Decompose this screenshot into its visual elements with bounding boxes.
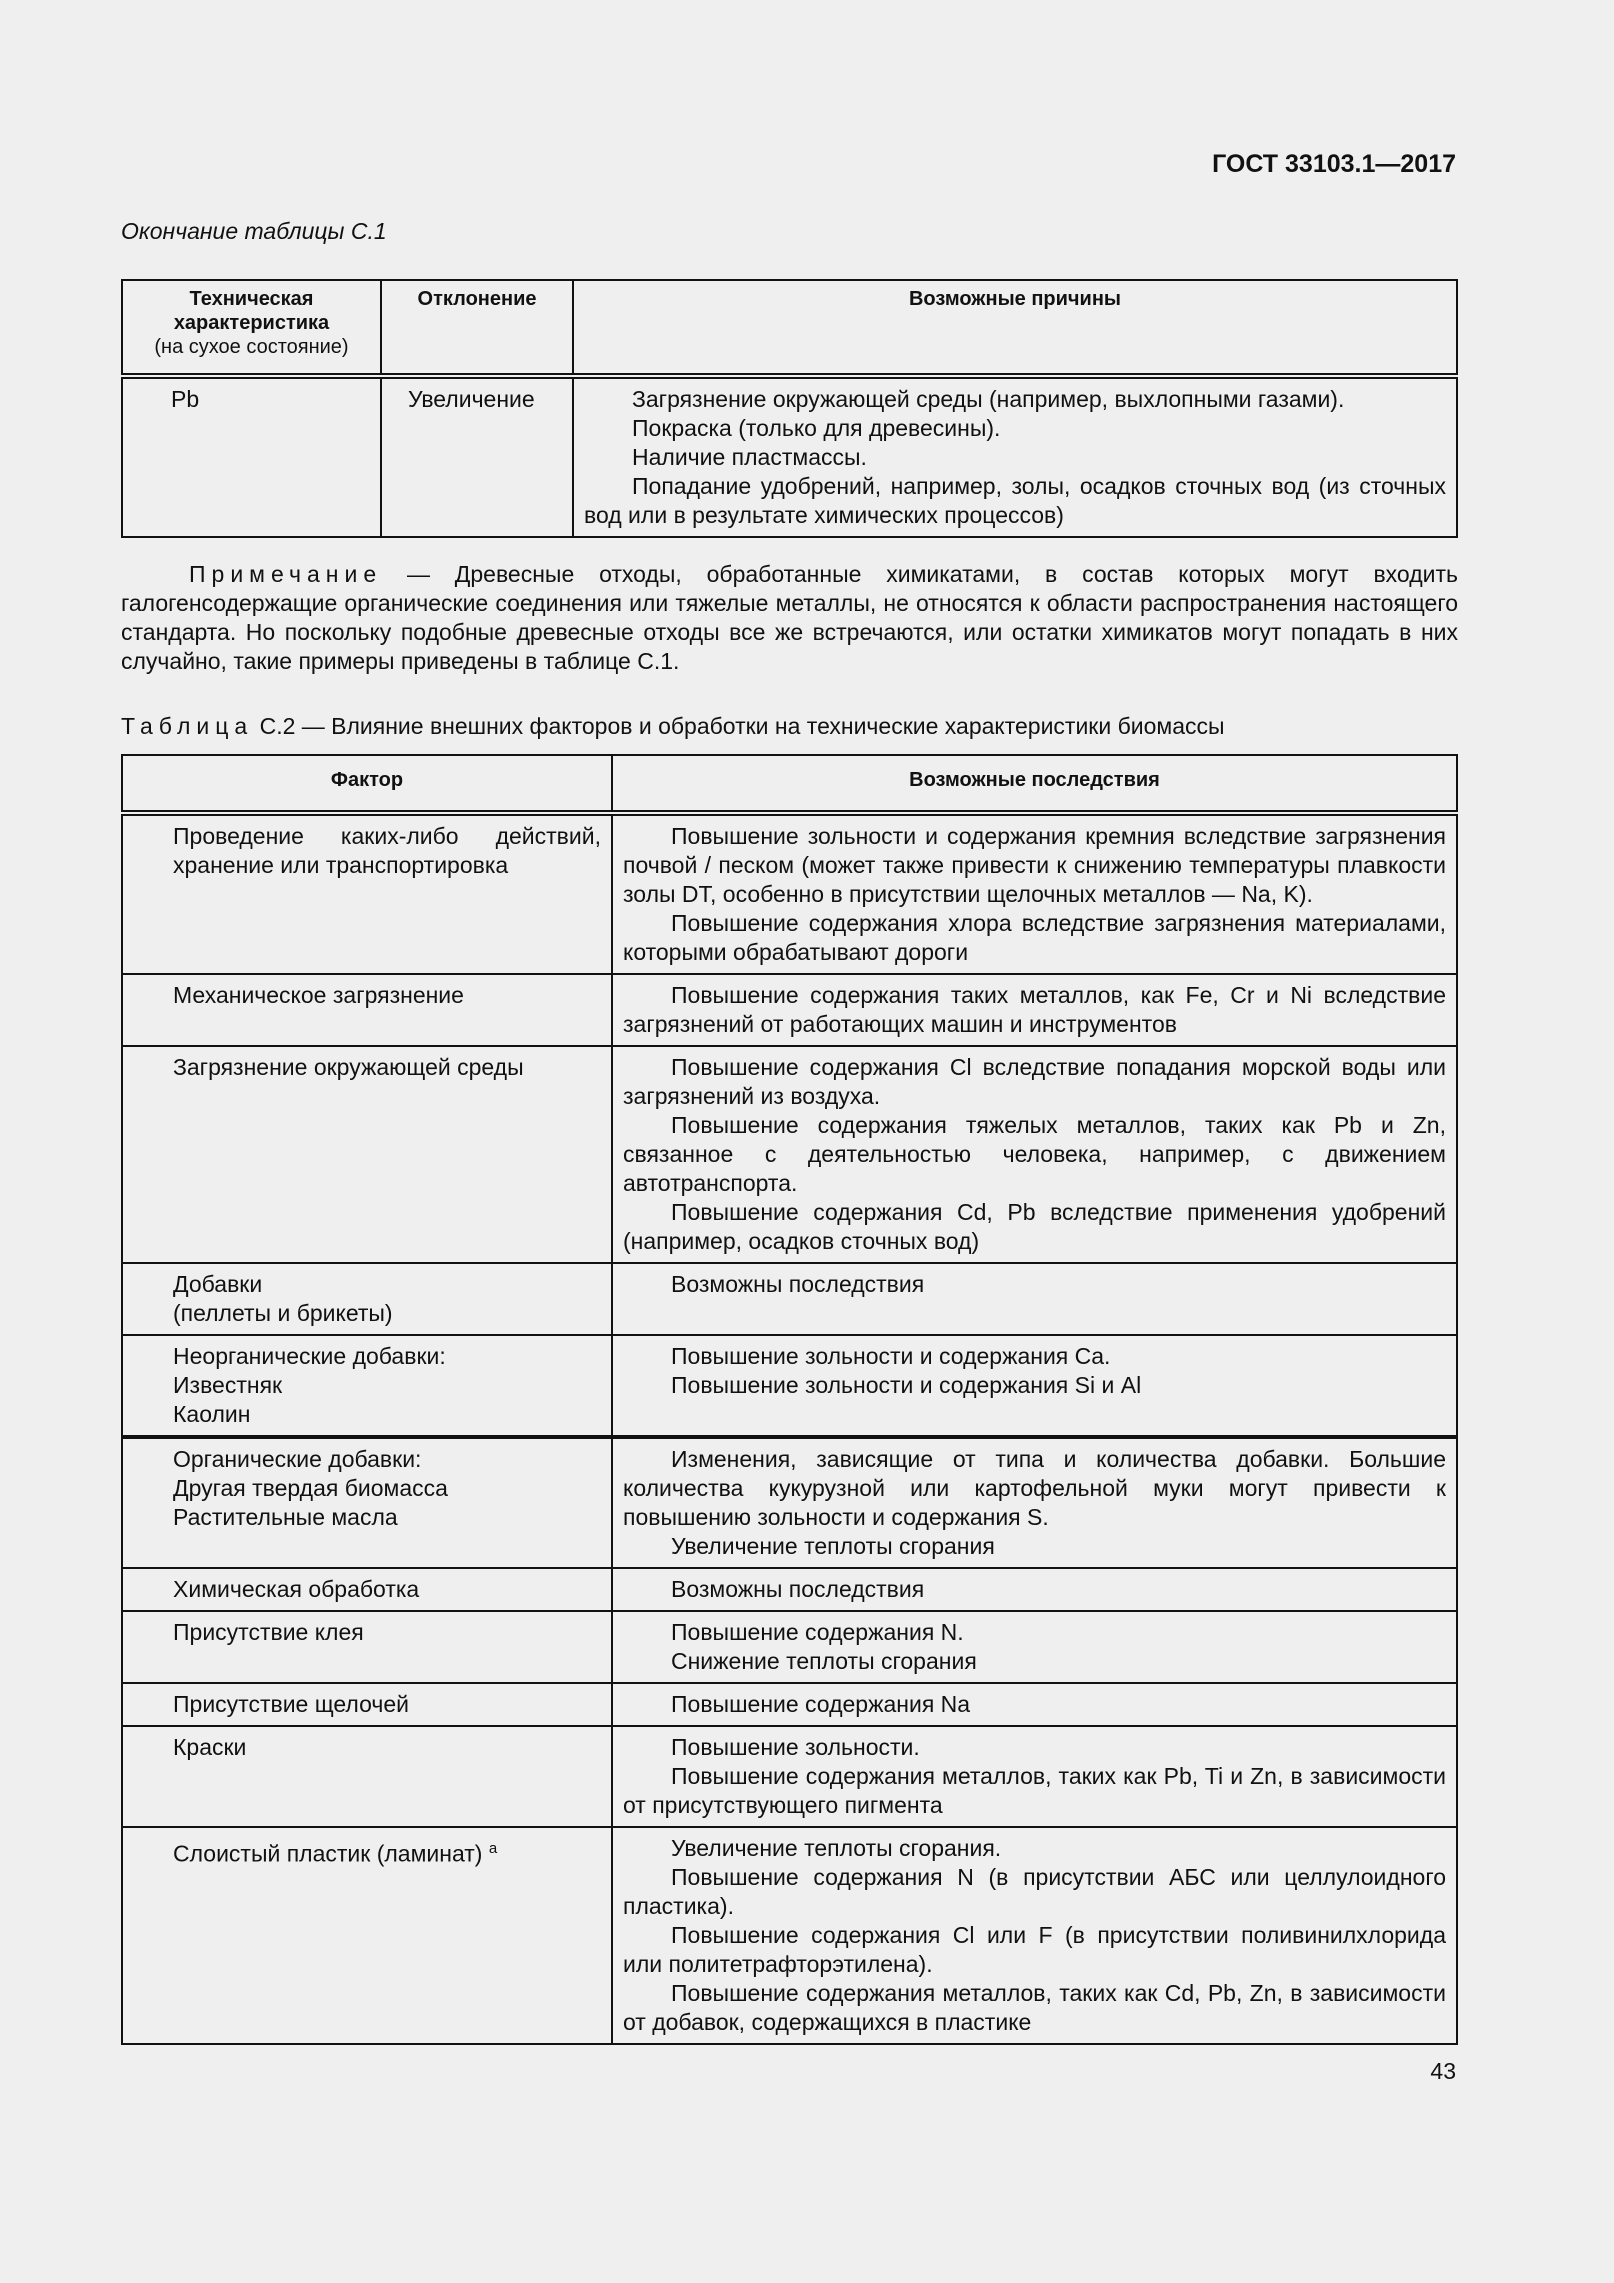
effect-item: Повышение содержания металлов, таких как Pb, Ti и Zn, в зависимости от присутствующего пигмента xyxy=(623,1763,1446,1818)
factor-line: Химическая обработка xyxy=(173,1576,420,1602)
factor-line: Загрязнение окружающей среды xyxy=(173,1054,524,1080)
cell-factor xyxy=(122,1263,612,1335)
effect-item: Снижение теплоты сгорания xyxy=(671,1648,977,1674)
factor-line: Известняк xyxy=(173,1372,283,1398)
cell-causes xyxy=(573,376,1457,537)
table-row xyxy=(122,813,1457,974)
table1-header-characteristic xyxy=(122,280,381,376)
effect-item: Возможны последствия xyxy=(671,1576,925,1602)
header-characteristic-sub: (на сухое состояние) xyxy=(154,336,349,358)
factor-text: Слоистый пластик (ламинат) xyxy=(173,1840,483,1867)
table-row xyxy=(122,1827,1457,2044)
factor-line: Другая твердая биомасса xyxy=(173,1475,448,1501)
table-row xyxy=(122,1335,1457,1437)
cell-factor xyxy=(122,1568,612,1611)
effect-item: Повышение зольности и содержания кремния вследствие загрязнения почвой / песком (может также привести к снижению температуры плавкости золы DT, особенно в присутствии щелочных металлов — Na, K). xyxy=(623,823,1446,907)
page-number: 43 xyxy=(1430,2058,1456,2084)
footnote-marker: а xyxy=(488,1840,498,1857)
cell-factor xyxy=(122,1437,612,1568)
table-row xyxy=(122,1568,1457,1611)
effect-item: Увеличение теплоты сгорания xyxy=(671,1533,995,1559)
cell-effects xyxy=(612,1335,1457,1437)
table1-caption: Окончание таблицы С.1 xyxy=(121,218,387,244)
table-c2 xyxy=(121,754,1458,2045)
cell-effects xyxy=(612,1683,1457,1726)
cell-factor xyxy=(122,974,612,1046)
table2-caption-label: Таблица xyxy=(121,713,254,739)
effect-item: Повышение содержания Cl вследствие попадания морской воды или загрязнений из воздуха. xyxy=(623,1054,1446,1109)
cell-effects xyxy=(612,974,1457,1046)
effect-item: Повышение зольности и содержания Si и Al xyxy=(671,1372,1142,1398)
effect-item: Повышение зольности и содержания Ca. xyxy=(671,1343,1111,1369)
table-row xyxy=(122,376,1457,537)
table1-header-row xyxy=(122,280,1457,376)
effect-item: Повышение содержания Cl или F (в присутствии поливинилхлорида или политетрафторэтилена). xyxy=(623,1922,1446,1977)
table-c1 xyxy=(121,279,1458,538)
note-text: — Древесные отходы, обработанные химикатами, в состав которых могут входить галогенсодержащие органические соединения или тяжелые металлы, не относятся к области распространения настоящего стандарта. Но поскольку подобные древесные отходы все же встречаются, или остатки химикатов могут попадать в них случайно, такие примеры приведены в таблице С.1. xyxy=(121,561,1458,674)
effect-item: Возможны последствия xyxy=(671,1271,925,1297)
factor-line: Неорганические добавки: xyxy=(173,1343,446,1369)
effect-item: Повышение содержания N. xyxy=(671,1619,964,1645)
table-row xyxy=(122,1611,1457,1683)
table2-caption xyxy=(121,713,1225,740)
cell-effects xyxy=(612,1046,1457,1263)
table2-header-effects: Возможные последствия xyxy=(612,755,1457,813)
table1-header-causes: Возможные причины xyxy=(573,280,1457,376)
effect-item: Изменения, зависящие от типа и количества добавки. Большие количества кукурузной или картофельной муки могут привести к повышению зольности и содержания S. xyxy=(623,1446,1446,1530)
cause-item: Покраска (только для древесины). xyxy=(632,415,1001,441)
cell-factor xyxy=(122,1827,612,2044)
cell-effects xyxy=(612,1726,1457,1827)
cell-characteristic: Pb xyxy=(122,376,381,537)
cell-effects xyxy=(612,1437,1457,1568)
table-row xyxy=(122,974,1457,1046)
cell-deviation: Увеличение xyxy=(381,376,573,537)
cell-factor xyxy=(122,1683,612,1726)
effect-item: Повышение содержания хлора вследствие загрязнения материалами, которыми обрабатывают дороги xyxy=(623,910,1446,965)
table-row xyxy=(122,1046,1457,1263)
factor-line: Каолин xyxy=(173,1401,251,1427)
factor-line: Органические добавки: xyxy=(173,1446,422,1472)
table1-header-deviation: Отклонение xyxy=(381,280,573,376)
table-row xyxy=(122,1263,1457,1335)
factor-line: Механическое загрязнение xyxy=(173,982,464,1008)
factor-line: Добавки xyxy=(173,1271,263,1297)
effect-item: Повышение содержания тяжелых металлов, таких как Pb и Zn, связанное с деятельностью человека, например, с движением автотранспорта. xyxy=(623,1112,1446,1196)
table2-header-row xyxy=(122,755,1457,813)
table2-caption-text: С.2 — Влияние внешних факторов и обработки на технические характеристики биомассы xyxy=(253,713,1225,739)
note-label: Примечание xyxy=(189,561,383,587)
effect-item: Повышение содержания металлов, таких как Cd, Pb, Zn, в зависимости от добавок, содержащихся в пластике xyxy=(623,1980,1446,2035)
effect-item: Повышение содержания N (в присутствии АБС или целлулоидного пластика). xyxy=(623,1864,1446,1919)
table-row xyxy=(122,1683,1457,1726)
cell-factor xyxy=(122,1611,612,1683)
effect-item: Повышение содержания Na xyxy=(671,1691,971,1717)
effect-item: Повышение содержания таких металлов, как Fe, Cr и Ni вследствие загрязнений от работающих машин и инструментов xyxy=(623,982,1446,1037)
cell-effects xyxy=(612,1568,1457,1611)
factor-line: Проведение каких-либо действий, хранение или транспортировка xyxy=(173,823,601,878)
cause-item: Наличие пластмассы. xyxy=(632,444,867,470)
factor-line: (пеллеты и брикеты) xyxy=(173,1300,393,1326)
cell-factor xyxy=(122,1335,612,1437)
effect-item: Увеличение теплоты сгорания. xyxy=(671,1835,1002,1861)
cell-factor xyxy=(122,813,612,974)
effect-item: Повышение зольности. xyxy=(671,1734,920,1760)
table-row xyxy=(122,1437,1457,1568)
cause-item: Загрязнение окружающей среды (например, выхлопными газами). xyxy=(632,386,1345,412)
note-paragraph xyxy=(121,560,1458,676)
cell-factor xyxy=(122,1726,612,1827)
factor-line: Присутствие щелочей xyxy=(173,1691,410,1717)
factor-line: Краски xyxy=(173,1734,247,1760)
effect-item: Повышение содержания Cd, Pb вследствие применения удобрений (например, осадков сточных вод) xyxy=(623,1199,1446,1254)
table2-header-factor: Фактор xyxy=(122,755,612,813)
factor-line xyxy=(173,1834,601,1869)
cell-effects xyxy=(612,1827,1457,2044)
factor-line: Растительные масла xyxy=(173,1504,398,1530)
cause-item: Попадание удобрений, например, золы, осадков сточных вод (из сточных вод или в результате химических процессов) xyxy=(584,473,1446,528)
factor-line: Присутствие клея xyxy=(173,1619,364,1645)
cell-effects xyxy=(612,1263,1457,1335)
header-characteristic-label: Техническая характеристика xyxy=(173,288,330,334)
table-row xyxy=(122,1726,1457,1827)
document-code: ГОСТ 33103.1—2017 xyxy=(1212,150,1456,178)
cell-effects xyxy=(612,1611,1457,1683)
cell-factor xyxy=(122,1046,612,1263)
cell-effects xyxy=(612,813,1457,974)
